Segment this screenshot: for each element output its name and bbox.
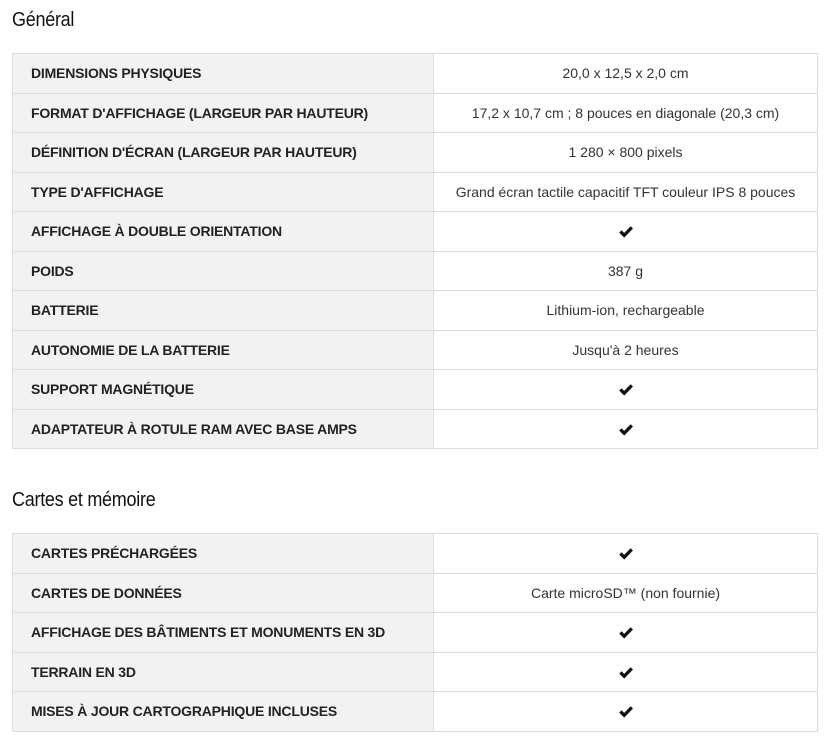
check-icon — [618, 225, 634, 239]
table-row — [13, 613, 818, 653]
spec-value — [434, 692, 818, 732]
spec-table-general — [12, 53, 818, 449]
spec-value — [434, 534, 818, 574]
spec-label: MISES À JOUR CARTOGRAPHIQUE INCLUSES — [13, 692, 434, 732]
spec-value — [434, 613, 818, 653]
check-icon — [618, 666, 634, 680]
spec-value: 1 280 × 800 pixels — [434, 133, 818, 173]
section-general — [12, 8, 818, 437]
spec-label: FORMAT D'AFFICHAGE (LARGEUR PAR HAUTEUR) — [13, 93, 434, 133]
spec-value — [434, 652, 818, 692]
spec-label: BATTERIE — [13, 291, 434, 331]
check-icon — [618, 626, 634, 640]
spec-value — [434, 370, 818, 410]
spec-value — [434, 409, 818, 449]
table-row — [13, 692, 818, 732]
table-row — [13, 54, 818, 94]
spec-label: POIDS — [13, 251, 434, 291]
section-cards-memory — [12, 488, 818, 720]
spec-label: AUTONOMIE DE LA BATTERIE — [13, 330, 434, 370]
check-icon — [618, 705, 634, 719]
table-row — [13, 573, 818, 613]
table-row — [13, 409, 818, 449]
table-row — [13, 291, 818, 331]
section-title: Cartes et mémoire — [12, 489, 156, 511]
check-icon — [618, 383, 634, 397]
spec-value: Lithium-ion, rechargeable — [434, 291, 818, 331]
spec-label: DÉFINITION D'ÉCRAN (LARGEUR PAR HAUTEUR) — [13, 133, 434, 173]
spec-label: DIMENSIONS PHYSIQUES — [13, 54, 434, 94]
spec-label: AFFICHAGE DES BÂTIMENTS ET MONUMENTS EN 3D — [13, 613, 434, 653]
table-row — [13, 251, 818, 291]
check-icon — [618, 547, 634, 561]
spec-value: Grand écran tactile capacitif TFT couleur IPS 8 pouces — [434, 172, 818, 212]
table-row — [13, 370, 818, 410]
table-row — [13, 652, 818, 692]
table-row — [13, 534, 818, 574]
table-row — [13, 133, 818, 173]
section-title: Général — [12, 9, 75, 31]
spec-value — [434, 212, 818, 252]
table-row — [13, 172, 818, 212]
check-icon — [618, 423, 634, 437]
spec-label: TERRAIN EN 3D — [13, 652, 434, 692]
spec-label: CARTES PRÉCHARGÉES — [13, 534, 434, 574]
table-row — [13, 212, 818, 252]
spec-value: 20,0 x 12,5 x 2,0 cm — [434, 54, 818, 94]
table-row — [13, 93, 818, 133]
spec-table-cards-memory — [12, 533, 818, 732]
table-row — [13, 330, 818, 370]
spec-value: Jusqu'à 2 heures — [434, 330, 818, 370]
spec-label: AFFICHAGE À DOUBLE ORIENTATION — [13, 212, 434, 252]
spec-label: TYPE D'AFFICHAGE — [13, 172, 434, 212]
spec-value: 17,2 x 10,7 cm ; 8 pouces en diagonale (20,3 cm) — [434, 93, 818, 133]
spec-value: 387 g — [434, 251, 818, 291]
spec-label: ADAPTATEUR À ROTULE RAM AVEC BASE AMPS — [13, 409, 434, 449]
spec-value: Carte microSD™ (non fournie) — [434, 573, 818, 613]
spec-label: CARTES DE DONNÉES — [13, 573, 434, 613]
spec-label: SUPPORT MAGNÉTIQUE — [13, 370, 434, 410]
